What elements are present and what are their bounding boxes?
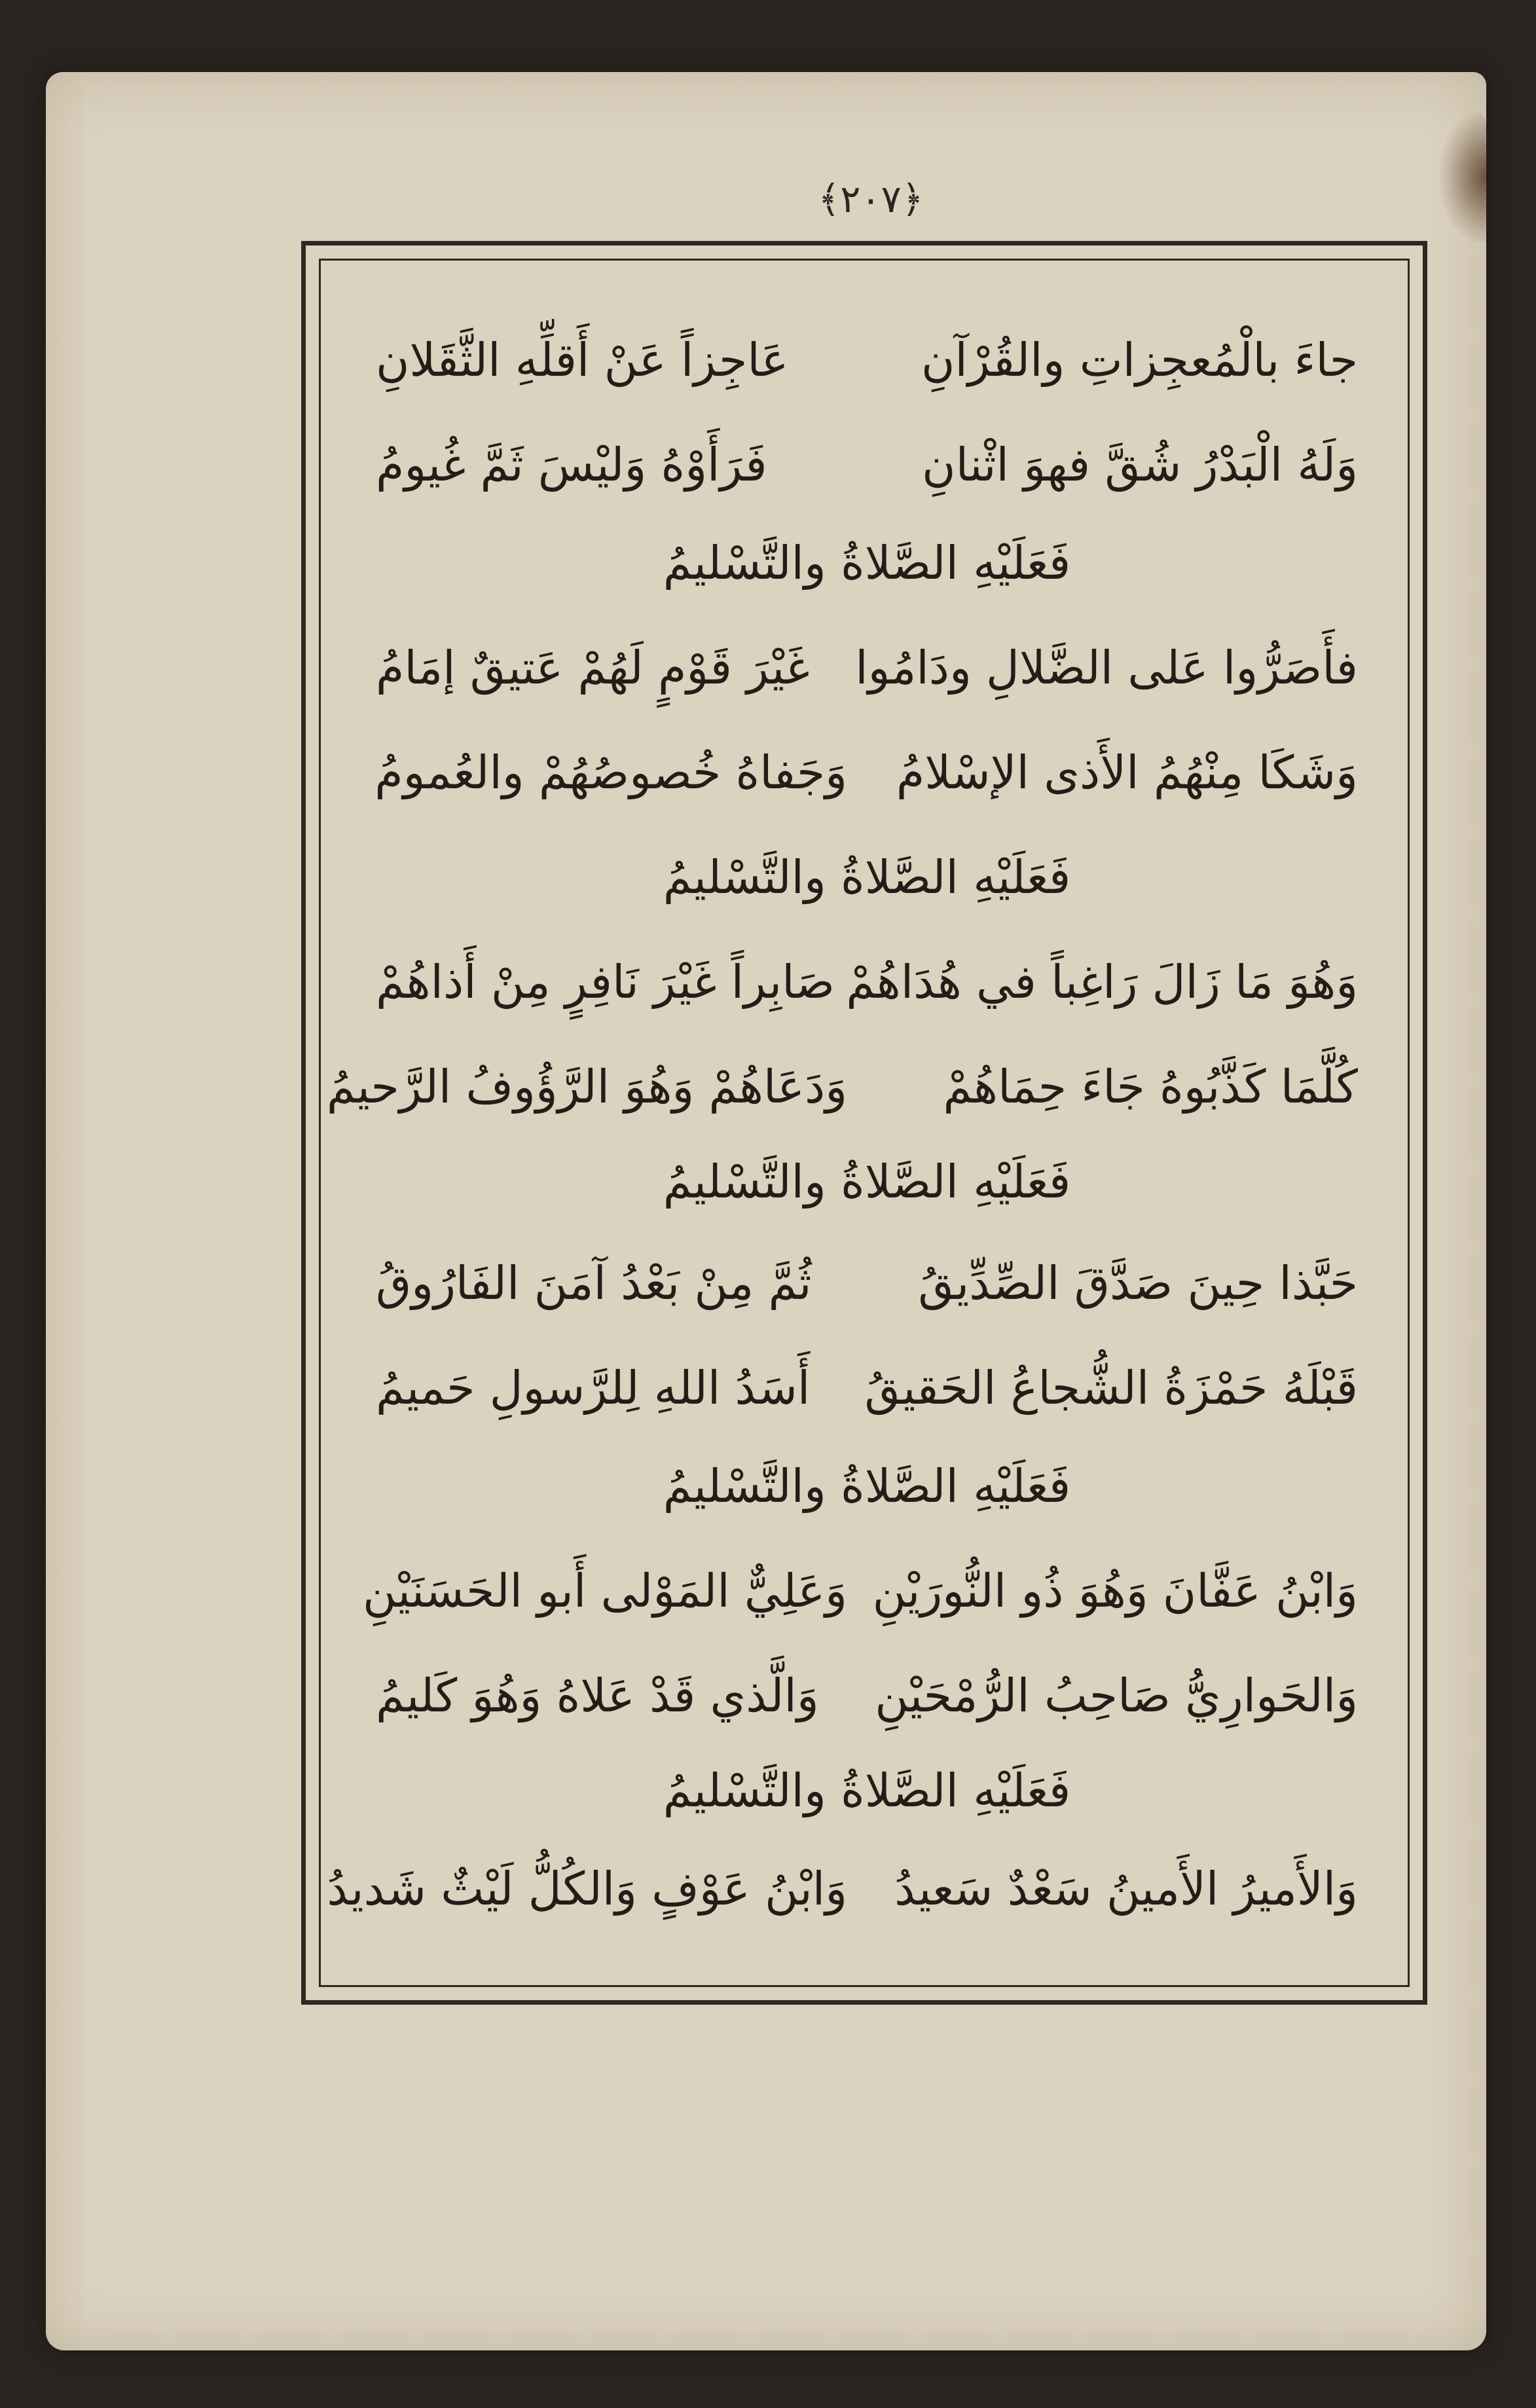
refrain-line: فَعَلَيْهِ الصَّلاةُ والتَّسْليمُ (663, 1764, 1071, 1817)
verse-second-hemistich: صَابِراً غَيْرَ نَافِرٍ مِنْ أَذاهُمْ (376, 955, 835, 1009)
verse-second-hemistich: وَالَّذي قَدْ عَلاهُ وَهُوَ كَليمُ (376, 1669, 819, 1723)
verse-line (376, 720, 1358, 825)
verse-second-hemistich: فَرَأَوْهُ وَليْسَ ثَمَّ غُيومُ (376, 438, 767, 492)
refrain-line: فَعَلَيْهِ الصَّلاةُ والتَّسْليمُ (663, 536, 1071, 590)
verse-line (376, 1231, 1358, 1336)
verse-second-hemistich: وَجَفاهُ خُصوصُهُمْ والعُمومُ (375, 746, 847, 799)
verse-first-hemistich: وَهُوَ مَا زَالَ رَاغِباً في هُدَاهُمْ (846, 955, 1358, 1009)
verse-second-hemistich: عَاجِزاً عَنْ أَقلِّهِ الثَّقَلانِ (376, 333, 789, 387)
verse-first-hemistich: جاءَ بالْمُعجِزاتِ والقُرْآنِ (921, 333, 1358, 387)
verse-line (376, 930, 1358, 1034)
verse-line (363, 1539, 1358, 1643)
refrain-line: فَعَلَيْهِ الصَّلاةُ والتَّسْليمُ (663, 1155, 1071, 1209)
verse-second-hemistich: غَيْرَ قَوْمٍ لَهُمْ عَتيقٌ إمَامُ (376, 641, 810, 695)
verse-first-hemistich: وَالأَميرُ الأَمينُ سَعْدٌ سَعيدُ (894, 1862, 1358, 1916)
verse-first-hemistich: وَابْنُ عَفَّانَ وَهُوَ ذُو النُّورَيْنِ (872, 1564, 1358, 1618)
verse-first-hemistich: وَالحَوارِيُّ صَاحِبُ الرُّمْحَيْنِ (875, 1669, 1358, 1723)
verse-second-hemistich: أَسَدُ اللهِ لِلرَّسولِ حَميمُ (376, 1361, 811, 1415)
verse-first-hemistich: حَبَّذا حِينَ صَدَّقَ الصِّدِّيقُ (918, 1256, 1358, 1310)
verse-first-hemistich: فأَصَرُّوا عَلى الضَّلالِ ودَامُوا (855, 641, 1358, 695)
verse-second-hemistich: ثُمَّ مِنْ بَعْدُ آمَنَ الفَارُوقُ (376, 1256, 812, 1310)
verse-first-hemistich: قَبْلَهُ حَمْزَةُ الشُّجاعُ الحَقيقُ (864, 1361, 1358, 1415)
verse-second-hemistich: وَابْنُ عَوْفٍ وَالكُلُّ لَيْثٌ شَديدُ (327, 1862, 847, 1916)
refrain-line: فَعَلَيْهِ الصَّلاةُ والتَّسْليمُ (663, 850, 1071, 904)
verse-line (376, 412, 1358, 517)
verse-first-hemistich: كُلَّمَا كَذَّبُوهُ جَاءَ حِمَاهُمْ (943, 1060, 1358, 1114)
verse-second-hemistich: وَدَعَاهُمْ وَهُوَ الرَّؤُوفُ الرَّحيمُ (326, 1060, 847, 1114)
verse-line (376, 308, 1358, 412)
verse-line (376, 1643, 1358, 1748)
refrain-line: فَعَلَيْهِ الصَّلاةُ والتَّسْليمُ (663, 1459, 1071, 1513)
page-number: ﴿٢٠٧﴾ (818, 177, 924, 221)
verse-second-hemistich: وَعَلِيٌّ المَوْلى أَبو الحَسَنَيْنِ (363, 1564, 847, 1618)
verse-line (376, 1336, 1358, 1440)
poem-body (326, 308, 1358, 1944)
verse-first-hemistich: وَشَكَا مِنْهُمُ الأَذى الإسْلامُ (896, 746, 1358, 799)
verse-first-hemistich: وَلَهُ الْبَدْرُ شُقَّ فهوَ اثْنانِ (922, 438, 1358, 492)
verse-line (376, 615, 1358, 720)
verse-line (326, 1034, 1358, 1139)
verse-line (327, 1836, 1358, 1941)
page-edge-stain (1440, 111, 1486, 242)
